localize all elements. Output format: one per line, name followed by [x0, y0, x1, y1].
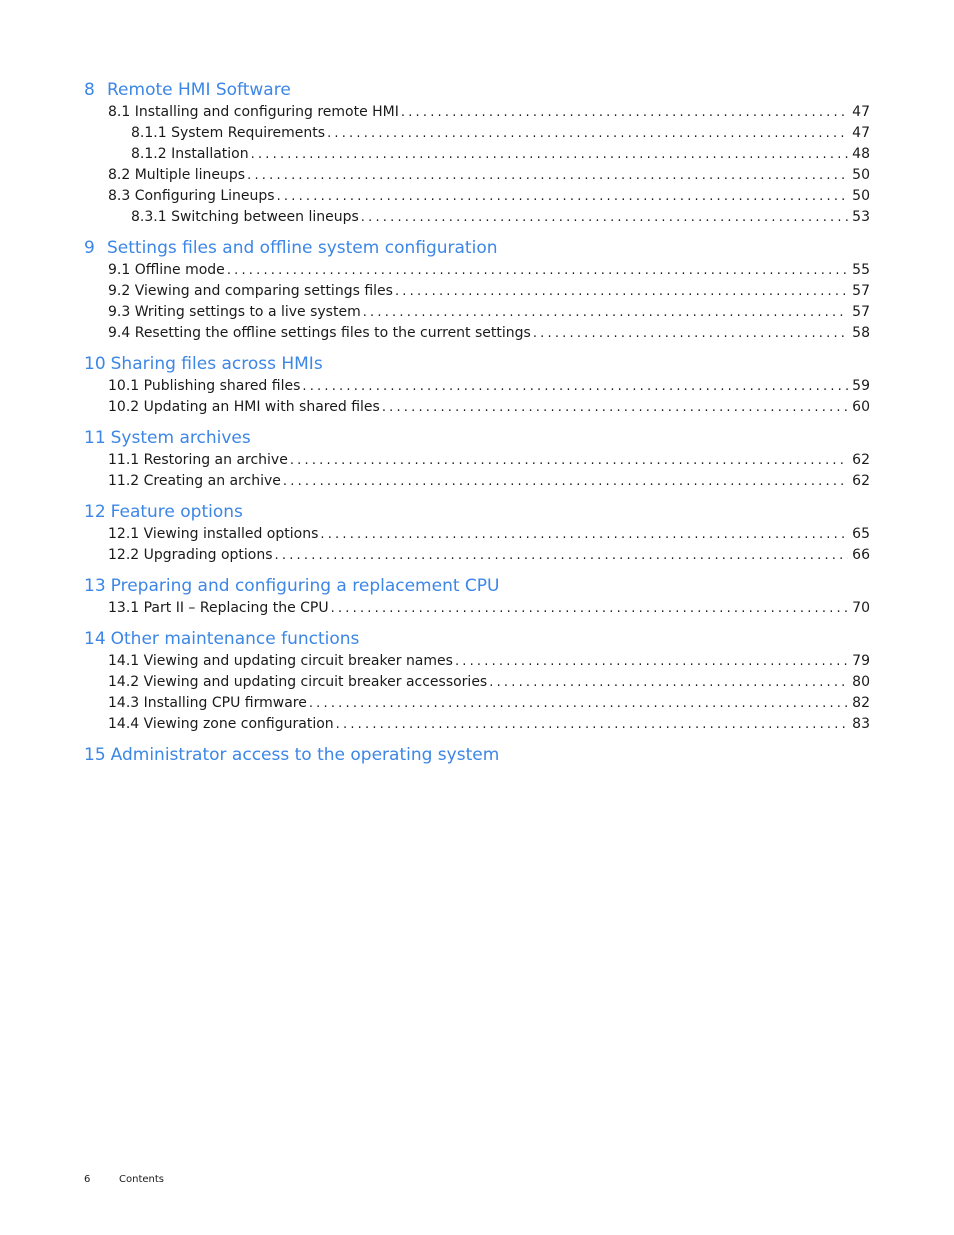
entry-page-number: 58	[852, 325, 870, 341]
dot-leader	[290, 450, 848, 471]
section-title: Preparing and configuring a replacement CPU	[110, 576, 500, 596]
toc-entry[interactable]	[84, 397, 870, 418]
toc-section	[84, 78, 870, 228]
toc-entry[interactable]	[84, 123, 870, 144]
toc-entry[interactable]	[84, 545, 870, 566]
entry-page-number: 62	[852, 473, 870, 489]
entry-title: 12.2 Upgrading options	[108, 547, 273, 563]
toc-section	[84, 743, 870, 767]
dot-leader	[455, 651, 848, 672]
entry-title: 12.1 Viewing installed options	[108, 526, 319, 542]
dot-leader	[275, 545, 849, 566]
entry-title: 10.1 Publishing shared files	[108, 378, 301, 394]
section-title: System archives	[110, 428, 251, 448]
toc-entry[interactable]	[84, 165, 870, 186]
entry-page-number: 53	[852, 209, 870, 225]
entry-page-number: 66	[852, 547, 870, 563]
entry-title: 13.1 Part II – Replacing the CPU	[108, 600, 329, 616]
dot-leader	[309, 693, 848, 714]
dot-leader	[336, 714, 849, 735]
entry-title: 9.4 Resetting the offline settings files to the current settings	[108, 325, 531, 341]
dot-leader	[320, 524, 848, 545]
toc-section-heading[interactable]	[84, 627, 870, 651]
entry-title: 8.3.1 Switching between lineups	[131, 209, 359, 225]
toc-section	[84, 236, 870, 344]
toc-entry[interactable]	[84, 144, 870, 165]
entry-page-number: 47	[852, 125, 870, 141]
toc-entry[interactable]	[84, 323, 870, 344]
dot-leader	[302, 376, 848, 397]
toc-section-heading[interactable]	[84, 78, 870, 102]
entry-page-number: 50	[852, 188, 870, 204]
entry-title: 11.1 Restoring an archive	[108, 452, 288, 468]
entry-title: 9.2 Viewing and comparing settings files	[108, 283, 393, 299]
entry-title: 14.3 Installing CPU firmware	[108, 695, 307, 711]
toc-section	[84, 574, 870, 619]
section-title: Sharing files across HMIs	[110, 354, 323, 374]
section-number: 10	[84, 354, 106, 374]
section-title: Administrator access to the operating system	[110, 745, 500, 765]
entry-title: 8.1.1 System Requirements	[131, 125, 326, 141]
entry-title: 14.1 Viewing and updating circuit breaker names	[108, 653, 453, 669]
entry-title: 8.2 Multiple lineups	[108, 167, 246, 183]
section-title: Settings files and offline system configuration	[107, 238, 498, 258]
entry-title: 8.1.2 Installation	[131, 146, 249, 162]
toc-section-heading[interactable]	[84, 236, 870, 260]
toc-entry[interactable]	[84, 186, 870, 207]
toc-section	[84, 352, 870, 418]
toc-entry[interactable]	[84, 714, 870, 735]
dot-leader	[251, 144, 849, 165]
entry-page-number: 57	[852, 304, 870, 320]
dot-leader	[327, 123, 848, 144]
toc-entry[interactable]	[84, 281, 870, 302]
entry-page-number: 70	[852, 600, 870, 616]
toc-entry[interactable]	[84, 672, 870, 693]
section-number: 13	[84, 576, 106, 596]
toc-section-heading[interactable]	[84, 426, 870, 450]
entry-title: 11.2 Creating an archive	[108, 473, 281, 489]
dot-leader	[277, 186, 849, 207]
toc-entry[interactable]	[84, 450, 870, 471]
dot-leader	[283, 471, 848, 492]
entry-page-number: 48	[852, 146, 870, 162]
section-number: 15	[84, 745, 106, 765]
table-of-contents	[84, 78, 870, 775]
dot-leader	[361, 207, 848, 228]
entry-page-number: 55	[852, 262, 870, 278]
toc-entry[interactable]	[84, 376, 870, 397]
section-title: Feature options	[110, 502, 243, 522]
section-number: 11	[84, 428, 106, 448]
section-number: 12	[84, 502, 106, 522]
entry-page-number: 57	[852, 283, 870, 299]
entry-title: 9.3 Writing settings to a live system	[108, 304, 361, 320]
entry-page-number: 60	[852, 399, 870, 415]
page-footer	[84, 1174, 164, 1185]
toc-entry[interactable]	[84, 302, 870, 323]
toc-entry[interactable]	[84, 651, 870, 672]
toc-entry[interactable]	[84, 207, 870, 228]
dot-leader	[382, 397, 848, 418]
toc-section	[84, 426, 870, 492]
toc-entry[interactable]	[84, 693, 870, 714]
dot-leader	[363, 302, 848, 323]
entry-title: 10.2 Updating an HMI with shared files	[108, 399, 380, 415]
entry-page-number: 47	[852, 104, 870, 120]
toc-entry[interactable]	[84, 260, 870, 281]
toc-entry[interactable]	[84, 524, 870, 545]
dot-leader	[227, 260, 848, 281]
entry-page-number: 80	[852, 674, 870, 690]
dot-leader	[401, 102, 848, 123]
entry-title: 8.1 Installing and configuring remote HMI	[108, 104, 399, 120]
dot-leader	[489, 672, 848, 693]
dot-leader	[533, 323, 848, 344]
section-title: Remote HMI Software	[107, 80, 291, 100]
toc-section	[84, 500, 870, 566]
toc-entry[interactable]	[84, 102, 870, 123]
entry-title: 14.4 Viewing zone configuration	[108, 716, 334, 732]
entry-page-number: 62	[852, 452, 870, 468]
entry-page-number: 82	[852, 695, 870, 711]
entry-page-number: 83	[852, 716, 870, 732]
section-number: 9	[84, 238, 95, 258]
entry-page-number: 65	[852, 526, 870, 542]
section-number: 14	[84, 629, 106, 649]
dot-leader	[331, 598, 849, 619]
toc-section	[84, 627, 870, 735]
footer-label: Contents	[119, 1174, 164, 1185]
dot-leader	[247, 165, 848, 186]
section-number: 8	[84, 80, 95, 100]
toc-section-heading[interactable]	[84, 743, 870, 767]
toc-entry[interactable]	[84, 471, 870, 492]
dot-leader	[395, 281, 848, 302]
toc-entry[interactable]	[84, 598, 870, 619]
entry-title: 8.3 Configuring Lineups	[108, 188, 275, 204]
toc-section-heading[interactable]	[84, 500, 870, 524]
footer-page-number: 6	[84, 1174, 91, 1185]
section-title: Other maintenance functions	[110, 629, 360, 649]
toc-section-heading[interactable]	[84, 352, 870, 376]
entry-page-number: 79	[852, 653, 870, 669]
entry-title: 14.2 Viewing and updating circuit breaker accessories	[108, 674, 488, 690]
entry-page-number: 50	[852, 167, 870, 183]
toc-section-heading[interactable]	[84, 574, 870, 598]
entry-page-number: 59	[852, 378, 870, 394]
entry-title: 9.1 Offline mode	[108, 262, 225, 278]
